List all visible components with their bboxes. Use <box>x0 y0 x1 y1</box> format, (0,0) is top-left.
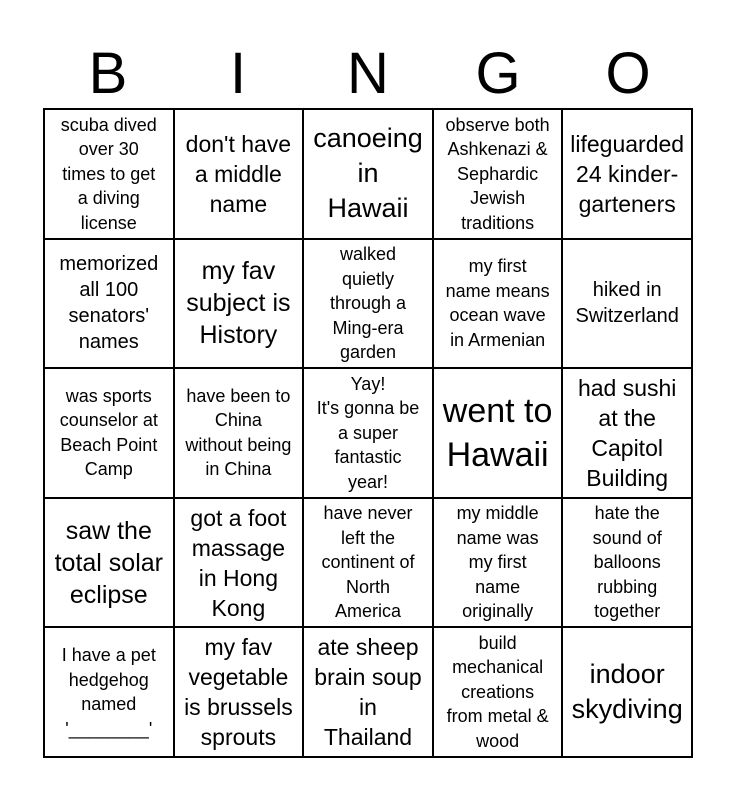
bingo-cell-r2c1[interactable]: memorized all 100 senators' names <box>44 239 174 369</box>
header-letter-g: G <box>475 41 521 106</box>
bingo-cell-r1c3[interactable]: canoeing in Hawaii <box>303 109 433 239</box>
bingo-cell-r1c5[interactable]: lifeguarded 24 kinder- garteners <box>562 109 692 239</box>
bingo-cell-r3c2[interactable]: have been to China without being in China <box>174 368 304 498</box>
bingo-cell-r5c3[interactable]: ate sheep brain soup in Thailand <box>303 627 433 757</box>
header-letter-o: O <box>605 41 651 106</box>
bingo-cell-r1c4[interactable]: observe both Ashkenazi & Sephardic Jewish traditions <box>433 109 563 239</box>
bingo-cell-r2c3[interactable]: walked quietly through a Ming-era garden <box>303 239 433 369</box>
bingo-cell-r5c2[interactable]: my fav vegetable is brussels sprouts <box>174 627 304 757</box>
bingo-cell-r3c5[interactable]: had sushi at the Capitol Building <box>562 368 692 498</box>
bingo-cell-r4c3[interactable]: have never left the continent of North America <box>303 498 433 628</box>
bingo-cell-r2c5[interactable]: hiked in Switzerland <box>562 239 692 369</box>
bingo-cell-r5c1[interactable]: I have a pet hedgehog named '________' <box>44 627 174 757</box>
bingo-cell-r5c4[interactable]: build mechanical creations from metal & wood <box>433 627 563 757</box>
bingo-cell-r1c1[interactable]: scuba dived over 30 times to get a diving license <box>44 109 174 239</box>
bingo-cell-r5c5[interactable]: indoor skydiving <box>562 627 692 757</box>
bingo-cell-r2c2[interactable]: my fav subject is History <box>174 239 304 369</box>
header-letter-b: B <box>88 41 128 106</box>
header-letter-i: I <box>229 41 247 106</box>
bingo-cell-r4c4[interactable]: my middle name was my first name originally <box>433 498 563 628</box>
bingo-grid <box>43 108 693 758</box>
bingo-cell-r3c1[interactable]: was sports counselor at Beach Point Camp <box>44 368 174 498</box>
bingo-cell-r3c3-free[interactable]: Yay! It's gonna be a super fantastic year! <box>303 368 433 498</box>
bingo-cell-r4c5[interactable]: hate the sound of balloons rubbing together <box>562 498 692 628</box>
bingo-header <box>43 40 693 108</box>
bingo-cell-r4c2[interactable]: got a foot massage in Hong Kong <box>174 498 304 628</box>
bingo-cell-r4c1[interactable]: saw the total solar eclipse <box>44 498 174 628</box>
header-letter-n: N <box>347 41 389 106</box>
bingo-cell-r3c4[interactable]: went to Hawaii <box>433 368 563 498</box>
bingo-cell-r2c4[interactable]: my first name means ocean wave in Armenian <box>433 239 563 369</box>
bingo-cell-r1c2[interactable]: don't have a middle name <box>174 109 304 239</box>
